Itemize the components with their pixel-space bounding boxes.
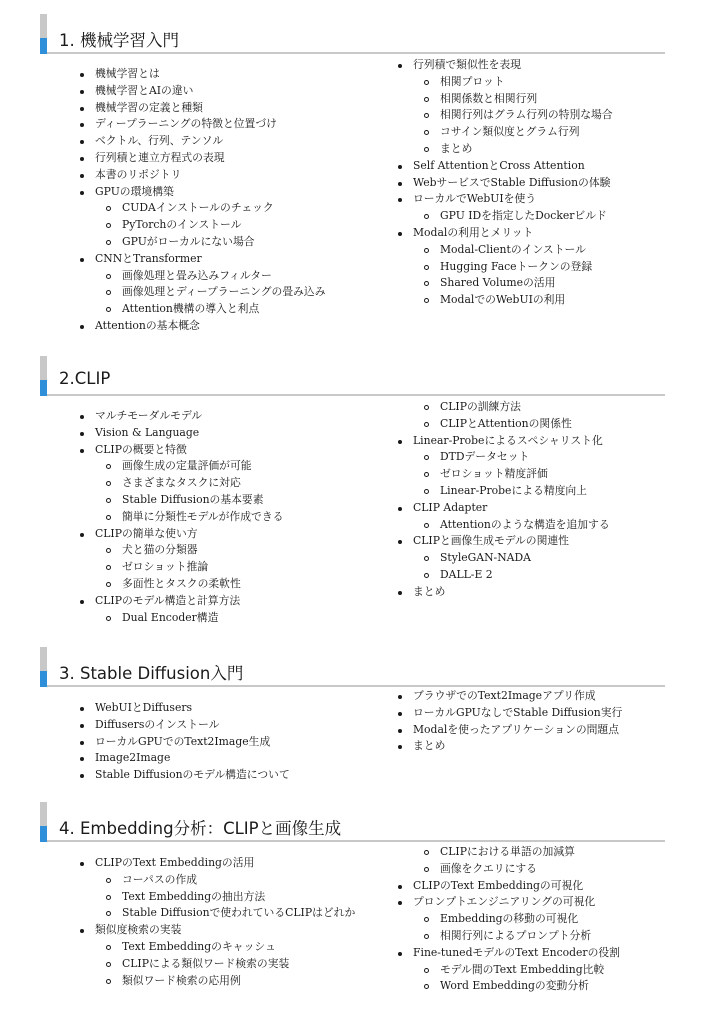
- section-divider: [47, 52, 665, 54]
- sub-topic-item: モデル間のText Embedding比較: [398, 962, 698, 979]
- topic-item: ブラウザでのText2Imageアプリ作成: [398, 688, 698, 705]
- section-divider: [47, 840, 665, 842]
- sub-topic-item: 相関行列によるプロンプト分析: [398, 928, 698, 945]
- sub-topic-item: Text Embeddingの抽出方法: [80, 889, 380, 906]
- topic-list: [80, 408, 380, 626]
- sub-topic-item: ゼロショット推論: [80, 559, 380, 576]
- section-2: [0, 356, 727, 624]
- section-divider: [47, 394, 665, 396]
- topic-item: マルチモーダルモデル: [80, 408, 380, 425]
- left-column: [80, 66, 380, 335]
- topic-item: ローカルでWebUIを使う: [398, 191, 698, 208]
- sub-topic-item: Text Embeddingのキャッシュ: [80, 939, 380, 956]
- topic-list: [398, 57, 698, 309]
- section-accent-bar: [40, 802, 47, 826]
- topic-item: 機械学習とAIの違い: [80, 83, 380, 100]
- topic-item: CNNとTransformer: [80, 251, 380, 268]
- topic-item: 類似度検索の実装: [80, 922, 380, 939]
- sub-topic-item: 相関プロット: [398, 74, 698, 91]
- section-accent-bar-blue: [40, 380, 47, 396]
- topic-item: Self AttentionとCross Attention: [398, 158, 698, 175]
- topic-item: Fine-tunedモデルのText Encoderの役割: [398, 945, 698, 962]
- topic-item: Modalの利用とメリット: [398, 225, 698, 242]
- section-accent-bar-blue: [40, 826, 47, 842]
- topic-item: GPUの環境構築: [80, 184, 380, 201]
- sub-topic-item: 相関係数と相関行列: [398, 91, 698, 108]
- right-column: [398, 399, 698, 601]
- sub-topic-item: DTDデータセット: [398, 449, 698, 466]
- sub-topic-item: CLIPの訓練方法: [398, 399, 698, 416]
- topic-item: まとめ: [398, 738, 698, 755]
- topic-item: Stable Diffusionのモデル構造について: [80, 767, 380, 784]
- sub-topic-item: さまざまなタスクに対応: [80, 475, 380, 492]
- sub-topic-item: Linear-Probeによる精度向上: [398, 483, 698, 500]
- sub-topic-item: DALL-E 2: [398, 567, 698, 584]
- topic-list: [398, 688, 698, 755]
- sub-topic-item: 相関行列はグラム行列の特別な場合: [398, 107, 698, 124]
- section-title: 1. 機械学習入門: [59, 31, 179, 50]
- topic-item: 機械学習とは: [80, 66, 380, 83]
- topic-item: Linear-Probeによるスペシャリスト化: [398, 433, 698, 450]
- sub-topic-item: Shared Volumeの活用: [398, 275, 698, 292]
- left-column: [80, 700, 380, 784]
- sub-topic-item: ModalでのWebUIの利用: [398, 292, 698, 309]
- topic-list: [80, 700, 380, 784]
- sub-topic-item: ゼロショット精度評価: [398, 466, 698, 483]
- section-divider: [47, 685, 665, 687]
- section-3: [0, 647, 727, 782]
- sub-topic-item: 犬と猫の分類器: [80, 542, 380, 559]
- sub-topic-item: Embeddingの移動の可視化: [398, 911, 698, 928]
- topic-item: 機械学習の定義と種類: [80, 100, 380, 117]
- section-4: [0, 802, 727, 993]
- sub-topic-item: 画像処理とディープラーニングの畳み込み: [80, 284, 380, 301]
- sub-topic-item: CLIPによる類似ワード検索の実装: [80, 956, 380, 973]
- section-accent-bar: [40, 356, 47, 380]
- sub-topic-item: StyleGAN-NADA: [398, 550, 698, 567]
- section-header: [0, 802, 727, 844]
- sub-topic-item: 多面性とタスクの柔軟性: [80, 576, 380, 593]
- section-accent-bar-blue: [40, 38, 47, 54]
- topic-item: 本書のリポジトリ: [80, 167, 380, 184]
- section-title: 4. Embedding分析：CLIPと画像生成: [59, 819, 342, 838]
- section-accent-bar-blue: [40, 671, 47, 687]
- right-column: [398, 844, 698, 995]
- sub-topic-item: コサイン類似度とグラム行列: [398, 124, 698, 141]
- sub-topic-item: Modal-Clientのインストール: [398, 242, 698, 259]
- section-title: 3. Stable Diffusion入門: [59, 664, 244, 683]
- sub-topic-item: まとめ: [398, 141, 698, 158]
- topic-item: CLIPのモデル構造と計算方法: [80, 593, 380, 610]
- right-column: [398, 688, 698, 755]
- topic-list: [80, 66, 380, 335]
- topic-item: CLIPの概要と特徴: [80, 442, 380, 459]
- right-column: [398, 57, 698, 309]
- topic-item: WebサービスでStable Diffusionの体験: [398, 175, 698, 192]
- topic-item: ディープラーニングの特徴と位置づけ: [80, 116, 380, 133]
- topic-item: ローカルGPUでのText2Image生成: [80, 734, 380, 751]
- section-header: [0, 356, 727, 398]
- topic-item: WebUIとDiffusers: [80, 700, 380, 717]
- sub-topic-item: Dual Encoder構造: [80, 610, 380, 627]
- sub-topic-item: 画像をクエリにする: [398, 861, 698, 878]
- topic-item: CLIPのText Embeddingの活用: [80, 855, 380, 872]
- topic-item: CLIP Adapter: [398, 500, 698, 517]
- left-column: [80, 855, 380, 989]
- topic-item: Image2Image: [80, 750, 380, 767]
- topic-list: [80, 855, 380, 989]
- sub-topic-item: コーパスの作成: [80, 872, 380, 889]
- sub-topic-item: Stable Diffusionの基本要素: [80, 492, 380, 509]
- sub-topic-item: GPUがローカルにない場合: [80, 234, 380, 251]
- topic-item: Modalを使ったアプリケーションの問題点: [398, 722, 698, 739]
- sub-topic-item: 画像生成の定量評価が可能: [80, 458, 380, 475]
- sub-topic-item: CLIPとAttentionの関係性: [398, 416, 698, 433]
- topic-item: まとめ: [398, 584, 698, 601]
- section-header: [0, 14, 727, 56]
- sub-topic-item: 類似ワード検索の応用例: [80, 973, 380, 990]
- section-accent-bar: [40, 647, 47, 671]
- sub-topic-item: GPU IDを指定したDockerビルド: [398, 208, 698, 225]
- topic-item: ローカルGPUなしでStable Diffusion実行: [398, 705, 698, 722]
- sub-topic-item: Attention機構の導入と利点: [80, 301, 380, 318]
- topic-item: 行列積と連立方程式の表現: [80, 150, 380, 167]
- left-column: [80, 408, 380, 626]
- sub-topic-item: CLIPにおける単語の加減算: [398, 844, 698, 861]
- topic-item: Attentionの基本概念: [80, 318, 380, 335]
- sub-topic-item: PyTorchのインストール: [80, 217, 380, 234]
- sub-topic-item: Stable Diffusionで使われているCLIPはどれか: [80, 905, 380, 922]
- sub-topic-item: Attentionのような構造を追加する: [398, 517, 698, 534]
- topic-item: Diffusersのインストール: [80, 717, 380, 734]
- section-header: [0, 647, 727, 689]
- sub-topic-item: 画像処理と畳み込みフィルター: [80, 268, 380, 285]
- topic-item: プロンプトエンジニアリングの可視化: [398, 894, 698, 911]
- topic-list: [398, 844, 698, 995]
- section-title: 2.CLIP: [59, 369, 111, 388]
- sub-topic-item: Word Embeddingの変動分析: [398, 978, 698, 995]
- topic-item: 行列積で類似性を表現: [398, 57, 698, 74]
- topic-item: Vision & Language: [80, 425, 380, 442]
- topic-item: CLIPと画像生成モデルの関連性: [398, 533, 698, 550]
- topic-item: ベクトル、行列、テンソル: [80, 133, 380, 150]
- section-1: [0, 14, 727, 332]
- topic-list: [398, 399, 698, 601]
- sub-topic-item: Hugging Faceトークンの登録: [398, 259, 698, 276]
- sub-topic-item: CUDAインストールのチェック: [80, 200, 380, 217]
- section-accent-bar: [40, 14, 47, 38]
- topic-item: CLIPのText Embeddingの可視化: [398, 878, 698, 895]
- sub-topic-item: 簡単に分類性モデルが作成できる: [80, 509, 380, 526]
- topic-item: CLIPの簡単な使い方: [80, 526, 380, 543]
